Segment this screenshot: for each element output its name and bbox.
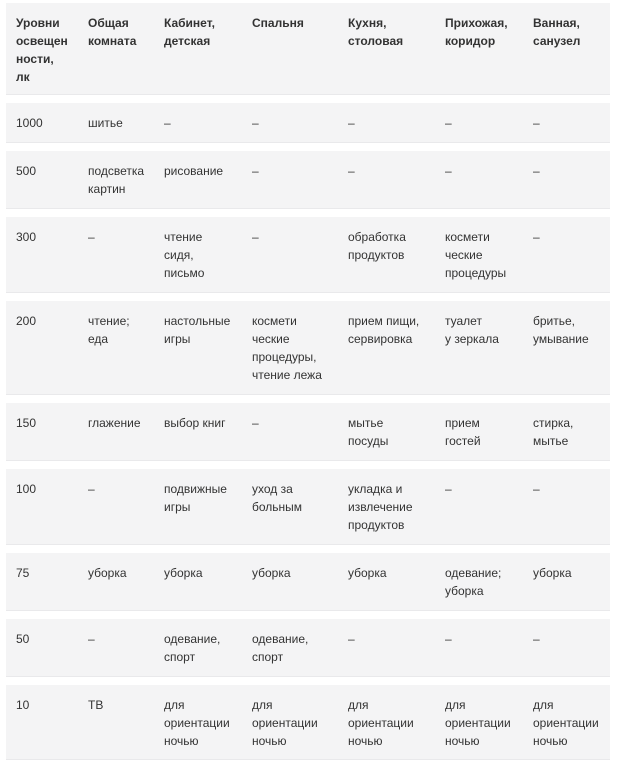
cell-hallway-corridor: – [445,164,452,178]
cell-bathroom: бритье, умывание [533,314,589,346]
cell-bathroom: – [533,164,540,178]
cell-level: 300 [16,230,37,244]
table-row [6,469,610,545]
cell-bedroom: уборка [252,566,291,580]
table-row [6,403,610,461]
cell-hallway-corridor: прием гостей [445,416,481,448]
table-header-row [6,3,610,95]
header-bathroom: Ванная, санузел [533,16,581,48]
cell-bathroom: – [533,482,540,496]
cell-study-kids-room: уборка [164,566,203,580]
cell-kitchen-dining: – [348,116,355,130]
cell-study-kids-room: подвижные игры [164,482,227,514]
cell-level: 100 [16,482,37,496]
table-row [6,553,610,611]
cell-study-kids-room: одевание, спорт [164,632,221,664]
cell-bedroom: космети ческие процедуры, чтение лежа [252,314,322,382]
table-row [6,103,610,143]
header-study-kids-room: Кабинет, детская [164,16,216,48]
cell-bedroom: одевание, спорт [252,632,309,664]
cell-living-room: шитье [88,116,123,130]
cell-level: 50 [16,632,30,646]
cell-level: 75 [16,566,30,580]
cell-bathroom: уборка [533,566,572,580]
table-row [6,301,610,395]
cell-study-kids-room: выбор книг [164,416,226,430]
cell-kitchen-dining: для ориентации ночью [348,698,414,748]
cell-kitchen-dining: уборка [348,566,387,580]
cell-bathroom: – [533,230,540,244]
cell-kitchen-dining: укладка и извлечение продуктов [348,482,413,532]
cell-living-room: ТВ [88,698,104,712]
header-kitchen-dining: Кухня, столовая [348,16,404,48]
cell-living-room: – [88,632,95,646]
cell-bedroom: – [252,164,259,178]
cell-level: 150 [16,416,37,430]
cell-bathroom: – [533,632,540,646]
cell-study-kids-room: настольные игры [164,314,231,346]
cell-kitchen-dining: мытье посуды [348,416,389,448]
illumination-table [6,3,610,768]
cell-hallway-corridor: – [445,116,452,130]
cell-level: 10 [16,698,30,712]
cell-living-room: уборка [88,566,127,580]
cell-living-room: глажение [88,416,141,430]
cell-bedroom: – [252,416,259,430]
cell-study-kids-room: для ориентации ночью [164,698,230,748]
cell-level: 1000 [16,116,43,130]
cell-study-kids-room: – [164,116,171,130]
table-row [6,685,610,760]
table-row [6,151,610,209]
cell-hallway-corridor: – [445,632,452,646]
cell-bathroom: – [533,116,540,130]
cell-kitchen-dining: прием пищи, сервировка [348,314,420,346]
cell-hallway-corridor: для ориентации ночью [445,698,511,748]
table-row [6,217,610,293]
cell-level: 500 [16,164,37,178]
cell-study-kids-room: рисование [164,164,224,178]
cell-bedroom: – [252,116,259,130]
cell-hallway-corridor: одевание; уборка [445,566,502,598]
cell-bedroom: – [252,230,259,244]
header-illumination-levels: Уровни освещен ности, лк [16,16,68,84]
cell-kitchen-dining: обработка продуктов [348,230,406,262]
header-hallway-corridor: Прихожая, коридор [445,16,508,48]
cell-bathroom: для ориентации ночью [533,698,599,748]
cell-living-room: чтение; еда [88,314,130,346]
cell-bathroom: стирка, мытье [533,416,574,448]
cell-hallway-corridor: космети ческие процедуры [445,230,507,280]
cell-level: 200 [16,314,37,328]
cell-living-room: – [88,230,95,244]
cell-hallway-corridor: туалет у зеркала [445,314,499,346]
cell-bedroom: для ориентации ночью [252,698,318,748]
cell-hallway-corridor: – [445,482,452,496]
cell-bedroom: уход за больным [252,482,303,514]
header-living-room: Общая комната [88,16,137,48]
cell-living-room: подсветка картин [88,164,145,196]
cell-kitchen-dining: – [348,164,355,178]
table-row [6,619,610,677]
cell-kitchen-dining: – [348,632,355,646]
cell-study-kids-room: чтение сидя, письмо [164,230,205,280]
header-bedroom: Спальня [252,16,304,30]
cell-living-room: – [88,482,95,496]
